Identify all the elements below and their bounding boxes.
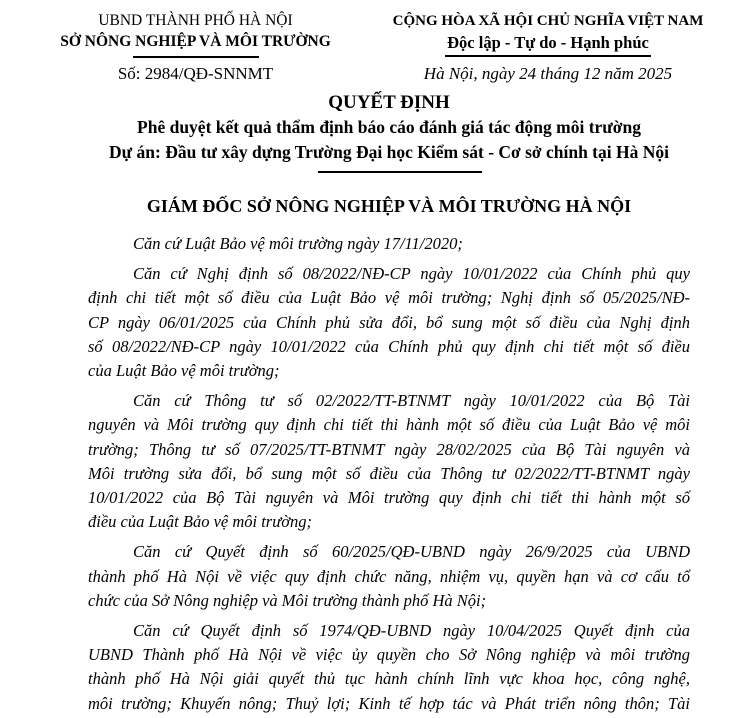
body-line: nguyên và Môi trường quy định chi tiết thi hành một số điều của Luật Bảo vệ môi <box>88 415 690 435</box>
paragraph-1 <box>88 232 690 256</box>
org-name-underline <box>133 56 259 58</box>
body-line: định chi tiết một số điều của Luật Bảo vệ môi trường; Nghị định số 05/2025/NĐ- <box>88 288 690 308</box>
body-line: UBND Thành phố Hà Nội về việc ủy quyền cho Sở Nông nghiệp và môi trường <box>88 645 690 665</box>
paragraph-5 <box>88 619 690 716</box>
body-line: trường; Thông tư số 07/2025/TT-BTNMT ngày 28/02/2025 của Bộ Tài nguyên và <box>88 439 690 459</box>
body-line: thành phố Hà Nội về việc quy định chức năng, nhiệm vụ, quyền hạn và cơ cấu tổ <box>88 566 690 586</box>
body-line: điều của Luật Bảo vệ môi trường; <box>88 512 313 532</box>
body-line: Căn cứ Quyết định số 60/2025/QĐ-UBND ngày 26/9/2025 của UBND <box>133 542 690 562</box>
document-body <box>88 232 690 716</box>
body-line: 10/01/2022 của Bộ Tài nguyên và Môi trường quy định chi tiết thi hành một số <box>88 488 690 508</box>
title-divider <box>318 171 482 173</box>
body-line: Căn cứ Quyết định số 1974/QĐ-UBND ngày 10/04/2025 Quyết định của <box>133 621 690 641</box>
decision-subtitle-2: Dự án: Đầu tư xây dựng Trường Đại học Kiểm sát - Cơ sở chính tại Hà Nội <box>109 142 669 162</box>
issuing-org-name: SỞ NÔNG NGHIỆP VÀ MÔI TRƯỜNG <box>60 33 331 50</box>
body-line: số 08/2022/NĐ-CP ngày 10/01/2022 của Chính phủ quy định chi tiết một số điều <box>88 336 690 356</box>
document-content <box>88 91 690 718</box>
decision-title: QUYẾT ĐỊNH <box>328 92 450 113</box>
body-line: Căn cứ Nghị định số 08/2022/NĐ-CP ngày 10/01/2022 của Chính phủ quy <box>133 264 690 284</box>
issuer-heading: GIÁM ĐỐC SỞ NÔNG NGHIỆP VÀ MÔI TRƯỜNG HÀ NỘI <box>146 196 632 216</box>
paragraph-3 <box>88 389 690 534</box>
body-line: Căn cứ Luật Bảo vệ môi trường ngày 17/11/2020; <box>133 234 463 253</box>
body-line: thành phố Hà Nội giải quyết thủ tục hành chính lĩnh vực khoa học, công nghệ, <box>88 669 690 689</box>
body-line: Căn cứ Thông tư số 02/2022/TT-BTNMT ngày 10/01/2022 của Bộ Tài <box>133 391 690 411</box>
body-line: chức của Sở Nông nghiệp và Môi trường thành phố Hà Nội; <box>88 590 487 610</box>
country-name: CỘNG HÒA XÃ HỘI CHỦ NGHĨA VIỆT NAM <box>392 13 704 29</box>
body-line: Môi trường sửa đổi, bổ sung một số điều của Thông tư 02/2022/TT-BTNMT ngày <box>88 463 690 483</box>
body-line: môi trường; Khuyến nông; Thuỷ lợi; Kinh tế hợp tác và Phát triển nông thôn; Tài <box>88 693 690 713</box>
header-left <box>28 10 363 85</box>
body-line: CP ngày 06/01/2025 của Chính phủ sửa đổi, bổ sung một số điều của Nghị định <box>88 312 690 332</box>
paragraph-2 <box>88 262 690 383</box>
parent-org-name: UBND THÀNH PHỐ HÀ NỘI <box>98 12 293 29</box>
body-line: của Luật Bảo vệ môi trường; <box>88 361 280 381</box>
header-right <box>380 10 716 85</box>
national-motto: Độc lập - Tự do - Hạnh phúc <box>445 32 651 57</box>
document-number: Số: 2984/QĐ-SNNMT <box>117 64 274 83</box>
paragraph-4 <box>88 540 690 613</box>
place-date-line: Hà Nội, ngày 24 tháng 12 năm 2025 <box>423 64 673 83</box>
decision-subtitle-1: Phê duyệt kết quả thẩm định báo cáo đánh giá tác động môi trường <box>137 117 641 137</box>
